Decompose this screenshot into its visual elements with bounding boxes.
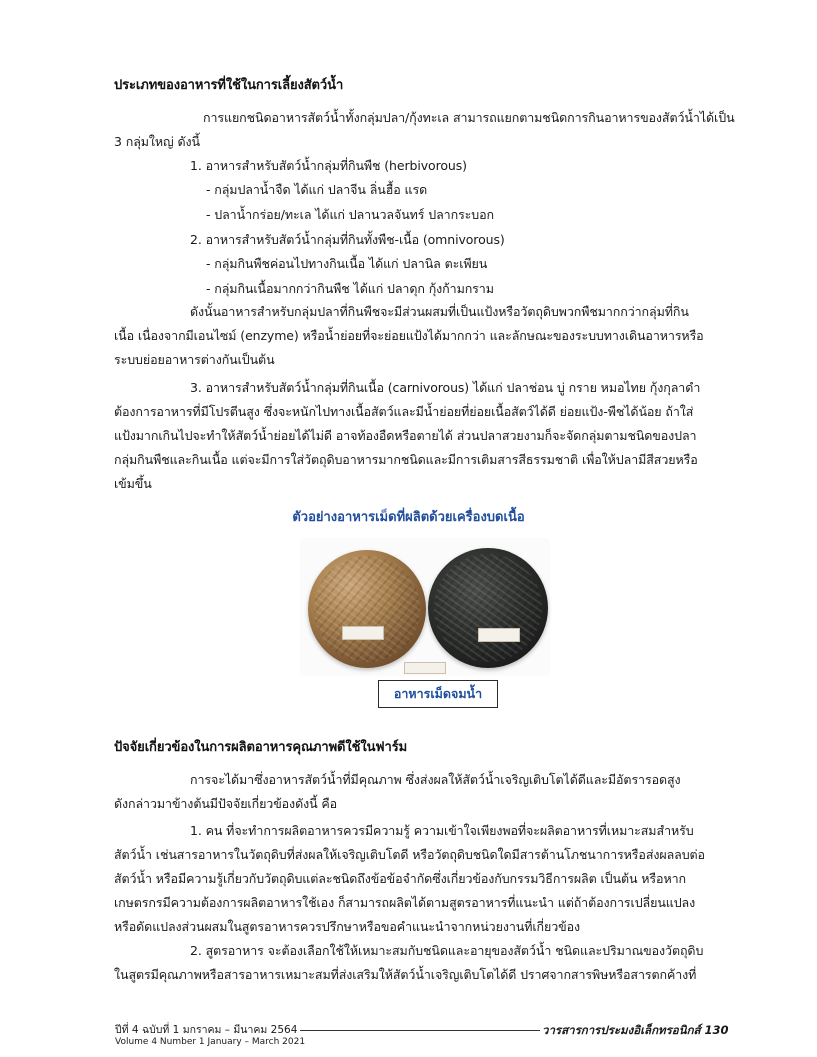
list-item: 2. สูตรอาหาร จะต้องเลือกใช้ให้เหมาะสมกับชนิดและอายุของสัตว์น้ำ ชนิดและปริมาณของวัตถุดิบ <box>190 943 704 958</box>
paragraph-line: ดังกล่าวมาข้างต้นมีปัจจัยเกี่ยวข้องดังนี้ คือ <box>114 796 338 811</box>
black-pellets-dish <box>428 548 548 668</box>
list-item: 1. อาหารสำหรับสัตว์น้ำกลุ่มที่กินพืช (herbivorous) <box>190 158 467 173</box>
footer-issue-english: Volume 4 Number 1 January – March 2021 <box>115 1037 306 1047</box>
list-item: 2. อาหารสำหรับสัตว์น้ำกลุ่มที่กินทั้งพืช-เนื้อ (omnivorous) <box>190 232 505 247</box>
sub-list-item: - กลุ่มกินพืชค่อนไปทางกินเนื้อ ได้แก่ ปลานิล ตะเพียน <box>206 256 488 271</box>
list-item: 1. คน ที่จะทำการผลิตอาหารควรมีความรู้ ความเข้าใจเพียงพอที่จะผลิตอาหารที่เหมาะสมสำหรับ <box>190 823 694 838</box>
figure-caption: อาหารเม็ดจมน้ำ <box>378 680 498 708</box>
paragraph-line: สัตว์น้ำ เช่นสารอาหารในวัตถุดิบที่ส่งผลให้เจริญเติบโตดี หรือวัตถุดิบชนิดใดมีสารต้านโภชนาการหรือส่งผลลบต่อ <box>114 847 705 862</box>
dish-label-tag <box>342 626 384 640</box>
brown-pellets-dish <box>308 550 426 668</box>
paragraph-line: ดังนั้นอาหารสำหรับกลุ่มปลาที่กินพืชจะมีส่วนผสมที่เป็นแป้งหรือวัตถุดิบพวกพืชมากกว่ากลุ่มที่กิน <box>190 304 689 319</box>
sub-list-item: - ปลาน้ำกร่อย/ทะเล ได้แก่ ปลานวลจันทร์ ปลากระบอก <box>206 207 495 222</box>
paragraph-line: เนื้อ เนื่องจากมีเอนไซม์ (enzyme) หรือน้ำย่อยที่จะย่อยแป้งได้มากกว่า และลักษณะของระบบทางเดินอาหารหรือ <box>114 328 704 343</box>
section-heading-feed-types: ประเภทของอาหารที่ใช้ในการเลี้ยงสัตว์น้ำ <box>114 78 344 93</box>
paragraph-line: การแยกชนิดอาหารสัตว์น้ำทั้งกลุ่มปลา/กุ้งทะเล สามารถแยกตามชนิดการกินอาหารของสัตว์น้ำได้เป็น <box>203 110 735 125</box>
paragraph-line: ในสูตรมีคุณภาพหรือสารอาหารเหมาะสมที่ส่งเสริมให้สัตว์น้ำเจริญเติบโตได้ดี ปราศจากสารพิษหรือสารตกค้างที่ <box>114 967 697 982</box>
footer-divider <box>300 1030 540 1031</box>
paragraph-line: การจะได้มาซึ่งอาหารสัตว์น้ำที่มีคุณภาพ ซึ่งส่งผลให้สัตว์น้ำเจริญเติบโตได้ดีและมีอัตรารอดสูง <box>190 772 681 787</box>
paragraph-line: เข้มขึ้น <box>114 476 152 491</box>
figure-title: ตัวอย่างอาหารเม็ดที่ผลิตด้วยเครื่องบดเนื้อ <box>292 510 525 525</box>
footer-journal-page: วารสารการประมงอิเล็กทรอนิกส์ 130 <box>542 1023 729 1037</box>
paragraph-line: ระบบย่อยอาหารต่างกันเป็นต้น <box>114 352 275 367</box>
paragraph-line: สัตว์น้ำ หรือมีความรู้เกี่ยวกับวัตถุดิบแต่ละชนิดถึงข้อข้อจำกัดซึ่งเกี่ยวข้องกับกรรมวิธีการผลิต เป็นต้น หรือหาก <box>114 871 686 886</box>
section-heading-quality-factors: ปัจจัยเกี่ยวข้องในการผลิตอาหารคุณภาพดีใช้ในฟาร์ม <box>114 740 408 755</box>
sub-list-item: - กลุ่มกินเนื้อมากกว่ากินพืช ได้แก่ ปลาดุก กุ้งก้ามกราม <box>206 281 494 296</box>
dish-label-tag <box>478 628 520 642</box>
paragraph-line: กลุ่มกินพืชและกินเนื้อ แต่จะมีการใส่วัตถุดิบอาหารมากชนิดและมีการเติมสารสีธรรมชาติ เพื่อให้ปลามีสีสวยหรือ <box>114 452 698 467</box>
sub-list-item: - กลุ่มปลาน้ำจืด ได้แก่ ปลาจีน ลิ่นฮื้อ แรด <box>206 182 428 197</box>
paragraph-line: หรือดัดแปลงส่วนผสมในสูตรอาหารควรปรึกษาหรือขอคำแนะนำจากหน่วยงานที่เกี่ยวข้อง <box>114 919 580 934</box>
paragraph-line: 3 กลุ่มใหญ่ ดังนี้ <box>114 134 200 149</box>
paragraph-line: เกษตรกรมีความต้องการผลิตอาหารใช้เอง ก็สามารถผลิตได้ตามสูตรอาหารที่แนะนำ แต่ถ้าต้องการเปลี่ยนแปลง <box>114 895 696 910</box>
paragraph-line: แป้งมากเกินไปจะทำให้สัตว์น้ำย่อยได้ไม่ดี อาจท้องอืดหรือตายได้ ส่วนปลาสวยงามก็จะจัดกลุ่มตามชนิดของปลา <box>114 428 697 443</box>
feed-pellets-photo <box>300 538 550 676</box>
footer-issue-thai: ปีที่ 4 ฉบับที่ 1 มกราคม – มีนาคม 2564 <box>115 1024 298 1036</box>
list-item: 3. อาหารสำหรับสัตว์น้ำกลุ่มที่กินเนื้อ (carnivorous) ได้แก่ ปลาช่อน บู่ กราย หมอไทย กุ้งกุลาดำ <box>190 380 701 395</box>
paragraph-line: ต้องการอาหารที่มีโปรตีนสูง ซึ่งจะหนักไปทางเนื้อสัตว์และมีน้ำย่อยที่ย่อยเนื้อสัตว์ได้ดี ย่อยแป้ง-พืชได้น้อย ถ้าใส่ <box>114 404 694 419</box>
photo-label-tag <box>404 662 446 674</box>
